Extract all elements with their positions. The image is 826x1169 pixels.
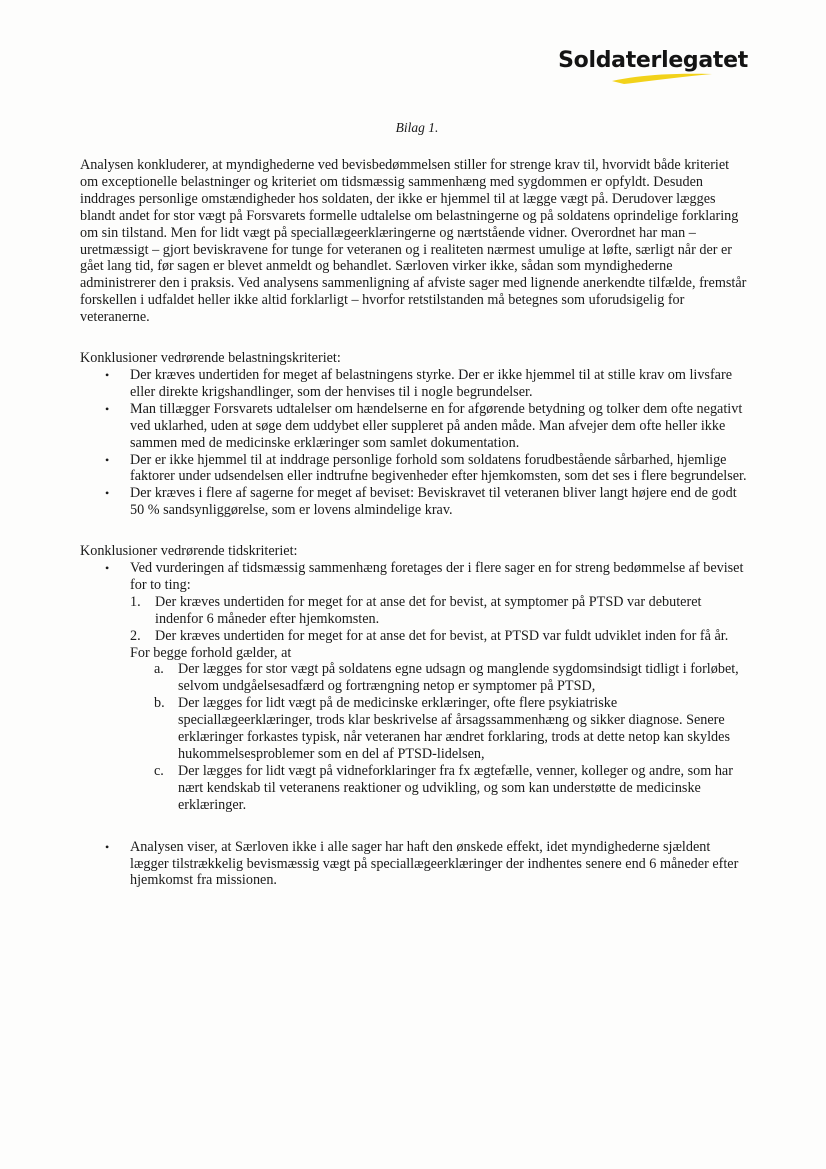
both-label: For begge forhold gælder, at bbox=[130, 644, 292, 661]
numbered-list bbox=[130, 594, 750, 645]
intro-paragraph: Analysen konkluderer, at myndighederne ved bevisbedømmelsen stiller for strenge krav til, hvorvidt både kriteriet om exceptionelle belastninger og kriteriet om tidsmæssig sammenhæng med sygdommen er opfyldt. Desuden inddrages personlige omstændigheder hos soldaten, der ikke er hjemmel til at lægge vægt på. Derudover lægges blandt andet for stor vægt på Forsvarets formelle udtalelse om belastningerne og på soldatens oprindelige forklaring om sin tilstand. Men for lidt vægt på speciallægeerklæringerne og nærtstående vidner. Overordnet har man – uretmæssigt – gjort beviskravene for tunge for veteranen og i realiteten nærmest umulige at løfte, særligt når der er gået lang tid, før sagen er blevet anmeldt og behandlet. Særloven virker ikke, sådan som myndighederne administrerer den i praksis. Ved analysens sammenligning af afviste sager med lignende anerkendte tilfælde, fremstår forskellen i udfaldet heller ikke altid forklarligt – hvorfor retstilstanden må betegnes som uforudsigelig for veteranerne. bbox=[80, 157, 747, 326]
list-item-text: Der kræves undertiden for meget for at anse det for bevist, at symptomer på PTSD var debuteret indenfor 6 måneder efter hjemkomsten. bbox=[155, 593, 702, 627]
list-item: • Der er ikke hjemmel til at inddrage personlige forhold som soldatens forudbestående sårbarhed, hjemlige faktorer under udsendelsen eller indtrufne begivenheder efter hjemkomsten, som det ses i flere begrundelser. bbox=[130, 452, 750, 486]
logo bbox=[558, 48, 748, 85]
list-item bbox=[130, 560, 750, 814]
list-item-text: Der lægges for stor vægt på soldatens egne udsagn og manglende sygdomsindsigt tidligt i forløbet, selvom undgåelsesadfærd og fortrængning netop er symptomer på PTSD, bbox=[178, 661, 739, 695]
list-item: • Der kræves i flere af sagerne for meget af beviset: Beviskravet til veteranen bliver langt højere end de godt 50 % sandsynliggørelse, som er lovens almindelige krav. bbox=[130, 485, 750, 519]
logo-text: Soldaterlegatet bbox=[558, 48, 748, 73]
list-item-text: Der kræves undertiden for meget for at anse det for bevist, at PTSD var fuldt udviklet inden for få år. bbox=[155, 627, 729, 644]
list-item-text: Der lægges for lidt vægt på vidneforklaringer fra fx ægtefælle, venner, kolleger og andre, som har nært kendskab til veteranens reaktioner og udvikling, og som kan understøtte de medicinske erklæringer. bbox=[178, 762, 733, 813]
list-item bbox=[130, 593, 750, 628]
belastning-list bbox=[80, 367, 750, 519]
tid-list bbox=[80, 560, 750, 889]
list-marker: b. bbox=[154, 695, 165, 712]
tid-heading: Konklusioner vedrørende tidskriteriet: bbox=[80, 543, 298, 560]
list-item-text: Der lægges for lidt vægt på de medicinske erklæringer, ofte flere psykiatriske speciallægeerklæringer, trods klar beskrivelse af årsagssammenhæng og sikker diagnose. Senere erklæringer forkastes typisk, når veteranen har ændret forklaring, trods at dette netop kan skyldes hukommelsesproblemer som en del af PTSD-lidelsen, bbox=[178, 695, 730, 762]
document-body bbox=[80, 157, 750, 889]
tid-lead: Ved vurderingen af tidsmæssig sammenhæng foretages der i flere sager en for streng bedømmelse af beviset for to ting: bbox=[130, 560, 744, 593]
belastning-heading: Konklusioner vedrørende belastningskriteriet: bbox=[80, 350, 341, 367]
list-item bbox=[154, 762, 750, 814]
logo-swoosh-icon bbox=[610, 71, 714, 85]
list-item bbox=[154, 661, 750, 695]
list-item: • Analysen viser, at Særloven ikke i alle sager har haft den ønskede effekt, idet myndighederne sjældent lægger tilstrækkelig bevismæssig vægt på speciallægeerklæringer der indhentes senere end 6 måneder efter hjemkomst fra missionen. bbox=[130, 839, 750, 890]
list-marker: 1. bbox=[130, 593, 141, 610]
lettered-list bbox=[130, 661, 750, 813]
page-heading: Bilag 1. bbox=[395, 120, 439, 135]
list-marker: a. bbox=[154, 661, 164, 678]
list-item bbox=[130, 627, 750, 645]
list-marker: 2. bbox=[130, 627, 141, 644]
list-marker: c. bbox=[154, 762, 164, 779]
list-item: • Der kræves undertiden for meget af belastningens styrke. Der er ikke hjemmel til at stille krav om livsfare eller direkte krigshandlinger, som der henvises til i nogle begrundelser. bbox=[130, 367, 750, 401]
list-item bbox=[154, 695, 750, 763]
list-item: • Man tillægger Forsvarets udtalelser om hændelserne en for afgørende betydning og tolker dem ofte negativt ved uklarhed, uden at søge dem uddybet eller suppleret på anden måde. Man afvejer dem ofte heller ikke sammen med de medicinske erklæringer som samlet dokumentation. bbox=[130, 401, 750, 452]
